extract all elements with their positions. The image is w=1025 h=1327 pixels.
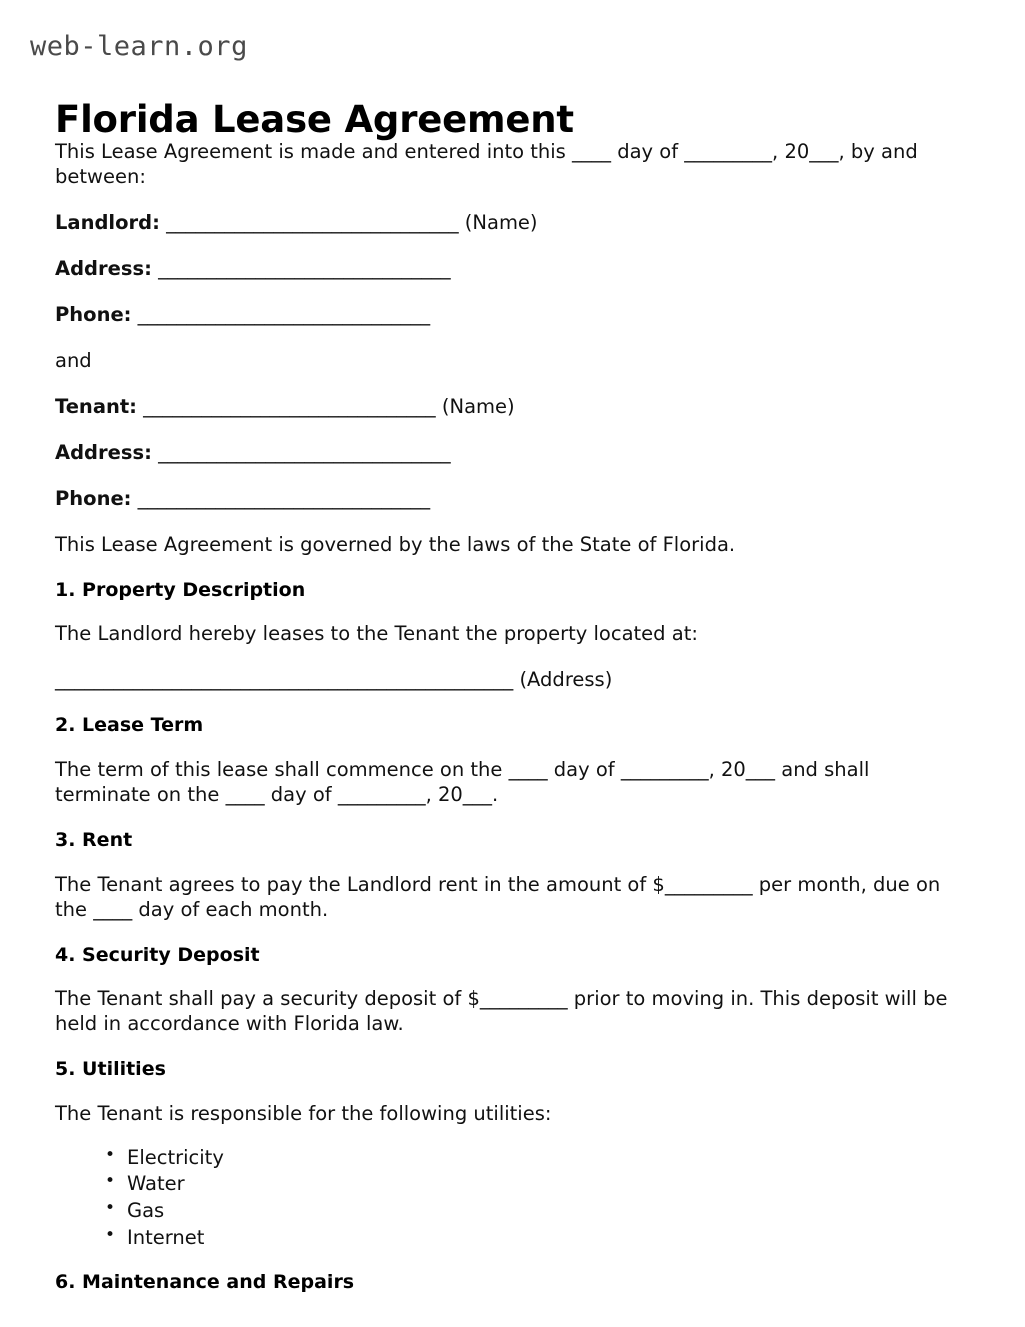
tenant-name-note: (Name)	[441, 394, 515, 418]
tenant-name-field	[55, 395, 957, 420]
section-body-rent: The Tenant agrees to pay the Landlord rent in the amount of $_________ per month, due on the ____ day of each month.	[55, 872, 941, 921]
section-heading-security-deposit: 4. Security Deposit	[55, 943, 260, 966]
section-body-utilities: The Tenant is responsible for the following utilities:	[55, 1101, 552, 1125]
tenant-phone-blank[interactable]: ______________________________	[131, 486, 431, 510]
tenant-address-field	[55, 441, 957, 466]
tenant-phone-label: Phone:	[55, 486, 132, 510]
landlord-name-field	[55, 211, 957, 236]
property-address-field	[55, 668, 957, 693]
section-heading-utilities: 5. Utilities	[55, 1058, 166, 1081]
landlord-phone-label: Phone:	[55, 302, 132, 326]
landlord-label: Landlord:	[55, 210, 160, 234]
document-body	[55, 140, 957, 1315]
site-brand-watermark: web-learn.org	[30, 31, 248, 62]
page-title: Florida Lease Agreement	[55, 97, 574, 141]
conjunction-text: and	[55, 348, 92, 372]
section-body-property-description: The Landlord hereby leases to the Tenant the property located at:	[55, 622, 698, 646]
list-item: • Electricity	[105, 1146, 957, 1171]
landlord-address-label: Address:	[55, 256, 152, 280]
tenant-address-blank[interactable]: ______________________________	[151, 440, 451, 464]
landlord-name-blank[interactable]: ______________________________	[159, 210, 465, 234]
landlord-name-note: (Name)	[464, 210, 538, 234]
section-body-security-deposit: The Tenant shall pay a security deposit of $_________ prior to moving in. This deposit will be held in accordance with Florida law.	[55, 987, 948, 1036]
section-heading-maintenance-and-repairs: 6. Maintenance and Repairs	[55, 1271, 355, 1294]
tenant-label: Tenant:	[55, 394, 137, 418]
list-item: • Water	[105, 1172, 957, 1197]
section-heading-rent: 3. Rent	[55, 828, 133, 851]
section-body-lease-term: The term of this lease shall commence on the ____ day of _________, 20___ and shall terminate on the ____ day of _________, 20___.	[55, 757, 870, 806]
property-address-note: (Address)	[519, 668, 613, 692]
landlord-phone-field	[55, 303, 957, 328]
governing-law-paragraph: This Lease Agreement is governed by the laws of the State of Florida.	[55, 532, 736, 556]
landlord-address-field	[55, 257, 957, 282]
tenant-address-label: Address:	[55, 440, 152, 464]
landlord-address-blank[interactable]: ______________________________	[151, 256, 451, 280]
list-item: • Internet	[105, 1226, 957, 1251]
intro-paragraph: This Lease Agreement is made and entered into this ____ day of _________, 20___, by and between:	[55, 140, 918, 188]
section-heading-lease-term: 2. Lease Term	[55, 714, 204, 737]
utilities-list	[55, 1146, 957, 1250]
section-heading-property-description: 1. Property Description	[55, 578, 306, 601]
property-address-blank[interactable]: _______________________________________________	[55, 668, 520, 692]
tenant-name-blank[interactable]: ______________________________	[136, 394, 442, 418]
list-item: • Gas	[105, 1199, 957, 1224]
tenant-phone-field	[55, 487, 957, 512]
landlord-phone-blank[interactable]: ______________________________	[131, 302, 431, 326]
